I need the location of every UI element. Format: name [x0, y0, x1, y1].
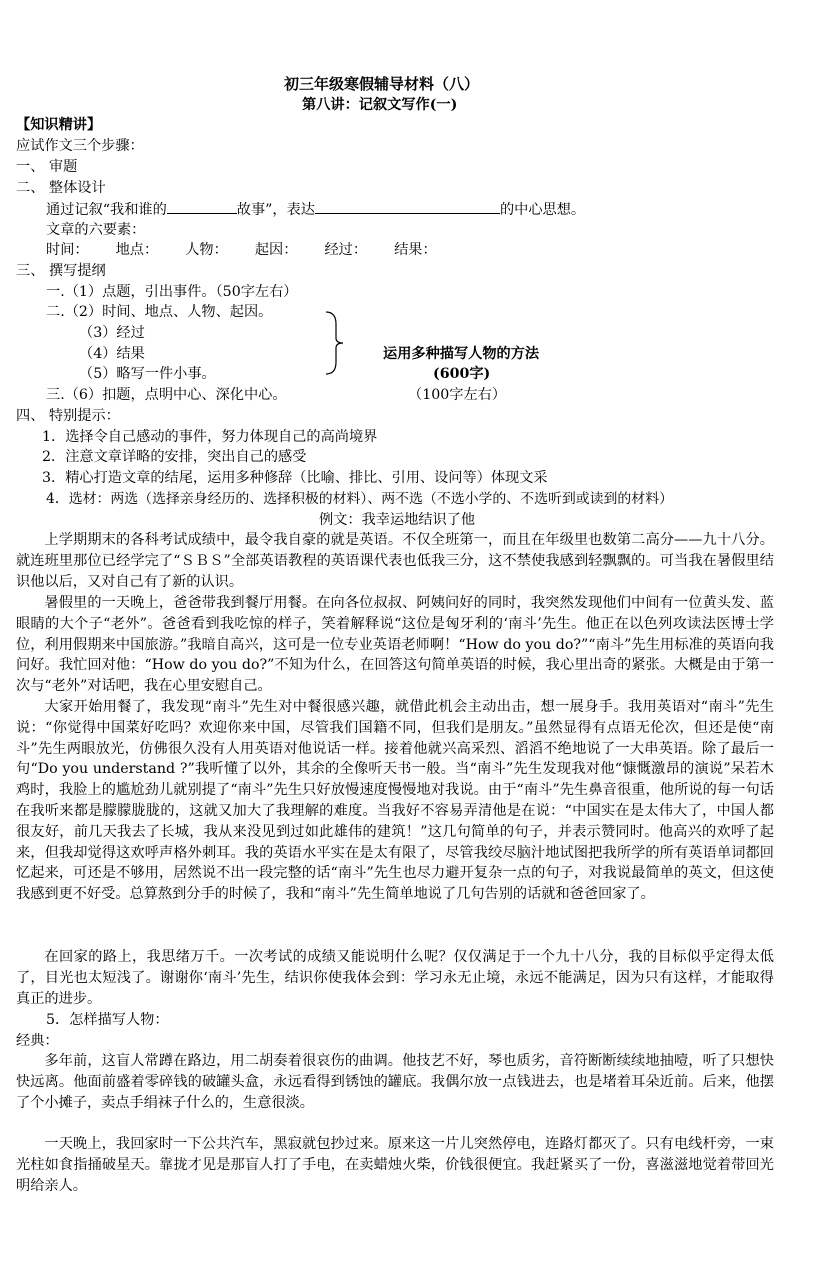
outline-item-3: （3）经过: [79, 325, 145, 341]
six-elements-label: 文章的六要素：: [46, 222, 146, 238]
section-heading: 【知识精讲】: [16, 117, 102, 133]
classic-label: 经典：: [16, 1033, 59, 1049]
page-title: 初三年级寒假辅导材料（八）: [284, 75, 480, 93]
example-title: 例文：我幸运地结识了他: [319, 512, 476, 528]
design-prefix: 通过记叙“我和谁的: [46, 202, 167, 218]
blank-who: [167, 199, 237, 214]
six-elements-row: 时间： 地点： 人物： 起因： 经过： 结果：: [46, 242, 437, 258]
tip-item: 2．注意文章详略的安排，突出自己的感受: [42, 449, 307, 465]
example-paragraph: 大家开始用餐了，我发现“南斗”先生对中餐很感兴趣，就借此机会主动出击，想一展身手。我用英语对“南斗”先生说：“你觉得中国菜好吃吗？欢迎你来中国，尽管我们国籍不同，但我们是朋友。”虽然显得有点语无伦次，但还是使“南斗”先生两眼放光，仿佛很久没有人用英语对他说话一样。接着他就兴高采烈、滔滔不绝地说了一大串英语。除了最后一句“Do you understand ?”我听懂了以外，其余的全像听天书一般。当“南斗”先生发现我对他“慷慨激昂的演说”呆若木鸡时，我脸上的尴尬劲儿就别提了“南斗”先生只好放慢速度慢慢地对我说。由于“南斗”先生鼻音很重，他所说的每一句话在我听来都是朦朦胧胧的，这就又加大了我理解的难度。当我好不容易弄清他是在说：“中国实在是太伟大了，中国人都很友好，前几天我去了长城，我从来没见到过如此雄伟的建筑！”这几句简单的句子，并表示赞同时。他高兴的欢呼了起来，但我却觉得这欢呼声格外刺耳。我的英语水平实在是太有限了，尽管我绞尽脑汁地试图把我所学的所有英语单词都回忆起来，可还是不够用，居然说不出一段完整的话“南斗”先生也尽力避开复杂一点的句子，对我说最简单的英文，但这使我感到更不好受。总算熬到分手的时候了，我和“南斗”先生简单地说了几句告别的话就和爸爸回家了。: [16, 699, 774, 903]
design-middle: 故事”，表达: [236, 202, 315, 218]
blank-theme: [315, 199, 500, 214]
intro-text: 应试作文三个步骤：: [16, 138, 144, 154]
method-word-count: (600字): [433, 366, 491, 382]
tip-item: 3．精心打造文章的结尾，运用多种修辞（比喻、排比、引用、设问等）体现文采: [42, 470, 548, 486]
right-brace-icon: [324, 310, 346, 376]
step-review: 一、 审题: [16, 159, 78, 175]
method-label: 运用多种描写人物的方法: [383, 346, 540, 362]
outline-item-4: （4）结果: [79, 346, 145, 362]
how-to-heading: 5．怎样描写人物：: [46, 1012, 169, 1028]
example-paragraph: 在回家的路上，我思绪万千。一次考试的成绩又能说明什么呢？仅仅满足于一个九十八分，我的目标似乎定得太低了，目光也太短浅了。谢谢你‘南斗’先生，结识你使我体会到：学习永无止境，永远不能满足，因为只有这样，才能取得真正的进步。: [16, 949, 774, 1007]
step-design: 二、 整体设计: [16, 180, 106, 196]
classic-paragraph: 多年前，这盲人常蹲在路边，用二胡奏着很哀伤的曲调。他技艺不好，琴也质劣，音符断断续续地抽噎，听了只想快快远离。他面前盛着零碎钱的破罐头盒，永远看得到锈蚀的罐底。我偶尔放一点钱进去，也是堵着耳朵近前。后来，他摆了个小摊子，卖点手绢袜子什么的，生意很淡。: [16, 1053, 774, 1111]
ending-word-count: （100字左右）: [408, 387, 507, 403]
design-suffix: 的中心思想。: [499, 202, 586, 218]
step-tips: 四、 特别提示：: [16, 408, 120, 424]
example-paragraph: 上学期期末的各科考试成绩中，最令我自豪的就是英语。不仅全班第一，而且在年级里也数第二高分——九十八分。就连班里那位已经学完了“ＳＢＳ”全部英语教程的英语课代表也低我三分，这不禁使我感到轻飘飘的。可当我在暑假里结识他以后，又对自己有了新的认识。: [16, 532, 774, 590]
step-outline: 三、 撰写提纲: [16, 263, 106, 279]
tip-item: 1．选择令自己感动的事件，努力体现自己的高尚境界: [42, 429, 378, 445]
example-paragraph: 暑假里的一天晚上，爸爸带我到餐厅用餐。在向各位叔叔、阿姨问好的同时，我突然发现他们中间有一位黄头发、蓝眼睛的大个子“老外”。爸爸看到我吃惊的样子，笑着解释说“这位是匈牙利的‘南斗’先生。他正在以色列攻读法医博士学位，利用假期来中国旅游。”我暗自高兴，这可是一位专业英语老师啊！“How do you do?”“南斗”先生用标准的英语向我问好。我忙回对他：“How do you do?”不知为什么，在回答这句简单英语的时候，我心里出奇的紧张。大概是由于第一次与“老外”对话吧，我在心里安慰自己。: [16, 595, 774, 695]
lecture-subtitle: 第八讲：记叙文写作(一): [302, 97, 458, 113]
classic-paragraph: 一天晚上，我回家时一下公共汽车，黑寂就包抄过来。原来这一片儿突然停电，连路灯都灭了。只有电线杆旁，一束光柱如食指捅破星天。靠拢才见是那盲人打了手电，在卖蜡烛火柴，价钱很便宜。我赶紧买了一份，喜滋滋地觉着带回光明给亲人。: [16, 1136, 774, 1194]
tip-item: 4．选材：两选（选择亲身经历的、选择积极的材料）、两不选（不选小学的、不选听到或读到的材料）: [46, 491, 673, 507]
outline-item-1: 一.（1）点题，引出事件。（50字左右）: [46, 284, 298, 300]
outline-item-6: 三.（6）扣题，点明中心、深化中心。: [46, 387, 287, 403]
outline-item-5: （5）略写一件小事。: [79, 366, 216, 382]
outline-item-2: 二.（2）时间、地点、人物、起因。: [46, 304, 273, 320]
design-sentence: [46, 199, 585, 220]
